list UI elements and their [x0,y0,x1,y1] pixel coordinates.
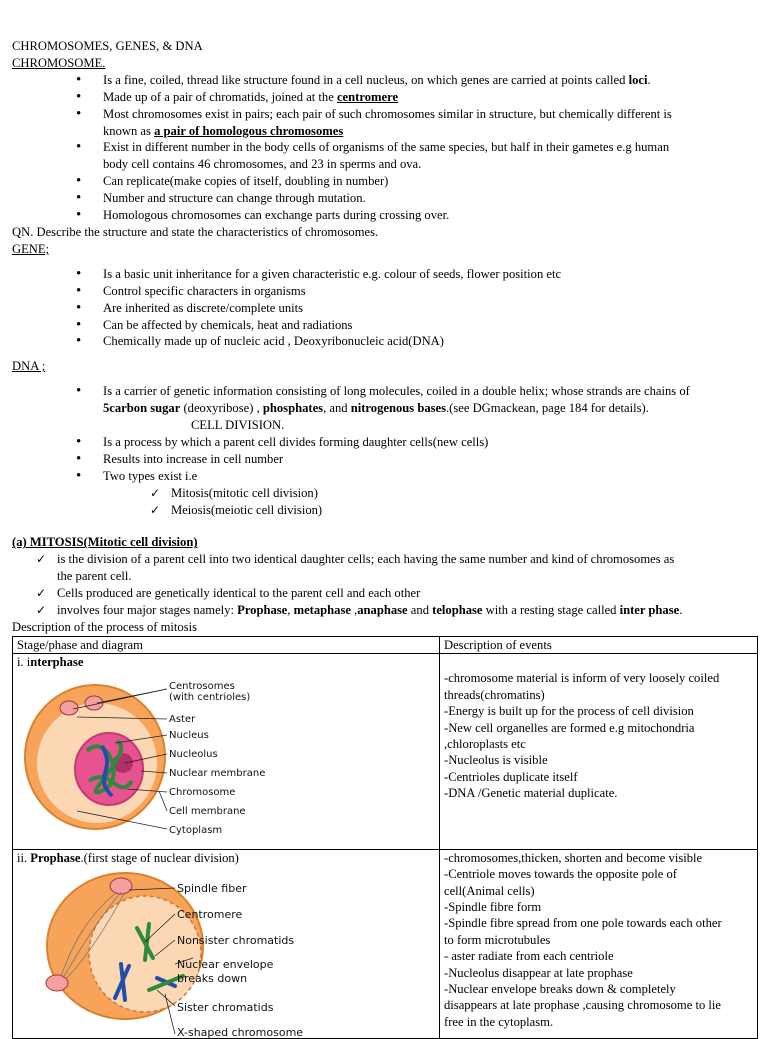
mitosis-heading: (a) MITOSIS(Mitotic cell division) [12,535,198,550]
table-header-row [13,636,758,653]
label-centromere: Centromere [177,908,243,922]
mitosis-list [12,551,758,619]
list-item: ✓ is the division of a parent cell into two identical daughter cells; each having the same number and kind of chromosomes as the parent cell. [12,551,758,585]
table-row [13,849,758,1038]
table-header-stage: Stage/phase and diagram [13,636,440,653]
label-sister-chromatids: Sister chromatids [177,1001,274,1015]
list-item: • Is a process by which a parent cell divides forming daughter cells(new cells) [12,434,758,451]
label-spindle-fiber: Spindle fiber [177,882,247,896]
gene-list [12,266,758,351]
list-item: • Made up of a pair of chromatids, joined at the centromere [12,89,758,106]
chromosome-list [12,72,758,224]
list-item: • Most chromosomes exist in pairs; each pair of such chromosomes similar in structure, but chemically different is known as a pair of homologous chromosomes [12,106,758,140]
prophase-cell: ii. Prophase.(first stage of nuclear division) Spindle fiber Centromere Nonsister chromatids Nuclear envelope breaks down Sister chromatids X-shaped chromosome [13,849,440,1038]
list-item: • Are inherited as discrete/complete units [12,300,758,317]
list-item: ✓ Cells produced are genetically identical to the parent cell and each other [12,585,758,602]
list-item: • Is a carrier of genetic information consisting of long molecules, coiled in a double helix; whose strands are chains of 5carbon sugar (deoxyribose) , phosphates, and nitrogenous bases.(see DGmackean, page 184 for details). CELL DIVISION. [12,383,758,434]
label-nucleus: Nucleus [169,729,209,741]
list-item: • Two types exist i.e [12,468,758,485]
label-nuclear-envelope: Nuclear envelope [177,958,274,972]
label-centrosomes: Centrosomes [169,680,235,692]
label-nonsister-chromatids: Nonsister chromatids [177,934,295,948]
label-breaks-down: breaks down [177,972,248,986]
label-nucleolus: Nucleolus [169,748,218,760]
interphase-events: -chromosome material is inform of very loosely coiled threads(chromatins) -Energy is built up for the process of cell division -New cell organelles are formed e.g mitochondria ,chloroplasts etc -Nucleolus is visible -Centrioles duplicate itself -DNA /Genetic material duplicate. [440,654,758,849]
list-item: • Can be affected by chemicals, heat and radiations [12,317,758,334]
list-item: • Number and structure can change through mutation. [12,190,758,207]
mitosis-table [12,636,758,1039]
list-item: ✓ involves four major stages namely: Prophase, metaphase ,anaphase and telophase with a resting stage called inter phase. [12,602,758,619]
list-item: • Control specific characters in organisms [12,283,758,300]
list-item: ✓ Meiosis(meiotic cell division) [12,502,758,519]
label-nuclear-membrane: Nuclear membrane [169,767,266,779]
list-item: • Exist in different number in the body cells of organisms of the same species, but half in their gametes e.g human body cell contains 46 chromosomes, and 23 in sperms and ova. [12,139,758,173]
document-title: CHROMOSOMES, GENES, & DNA [12,39,203,53]
list-item: • Chemically made up of nucleic acid , Deoxyribonucleic acid(DNA) [12,333,758,350]
cell-division-types [12,485,758,519]
table-row [13,654,758,849]
list-item: • Is a fine, coiled, thread like structure found in a cell nucleus, on which genes are carried at points called loci. [12,72,758,89]
gene-heading: GENE; [12,241,50,256]
list-item: • Can replicate(make copies of itself, doubling in number) [12,173,758,190]
interphase-cell: i. interphase Centrosomes (with centrioles) Aster Nucleus Nucleolus Nuclear membrane Chromosome Cell membrane Cytoplasm [13,654,440,849]
list-item: ✓ Mitosis(mitotic cell division) [12,485,758,502]
prophase-diagram [17,866,435,1038]
list-item: • Results into increase in cell number [12,451,758,468]
prophase-events: -chromosomes,thicken, shorten and become visible -Centriole moves towards the opposite pole of cell(Animal cells) -Spindle fibre form -Spindle fibre spread from one pole towards each other to form microtubules - aster radiate from each centriole -Nucleolus disappear at late prophase -Nuclear envelope breaks down & completely disappears at late prophase ,causing chromosome to lie free in the cytoplasm. [440,849,758,1038]
label-cytoplasm: Cytoplasm [169,824,223,836]
label-x-shaped-chromosome: X-shaped chromosome [177,1026,304,1039]
document-page [12,38,758,1039]
label-cell-membrane: Cell membrane [169,805,246,817]
list-item: • Homologous chromosomes can exchange parts during crossing over. [12,207,758,224]
question: QN. Describe the structure and state the characteristics of chromosomes. [12,224,379,239]
cell-division-heading: CELL DIVISION. [191,418,285,433]
dna-list [12,383,758,484]
list-item: • Is a basic unit inheritance for a given characteristic e.g. colour of seeds, flower position etc [12,266,758,283]
dna-heading: DNA ; [12,359,46,374]
label-aster: Aster [169,713,196,725]
chromosome-heading: CHROMOSOME. [12,55,106,70]
table-header-events: Description of events [440,636,758,653]
label-chromosome: Chromosome [169,786,236,798]
process-heading: Description of the process of mitosis [12,620,198,634]
label-with-centrioles: (with centrioles) [169,691,251,703]
interphase-diagram [17,671,435,849]
